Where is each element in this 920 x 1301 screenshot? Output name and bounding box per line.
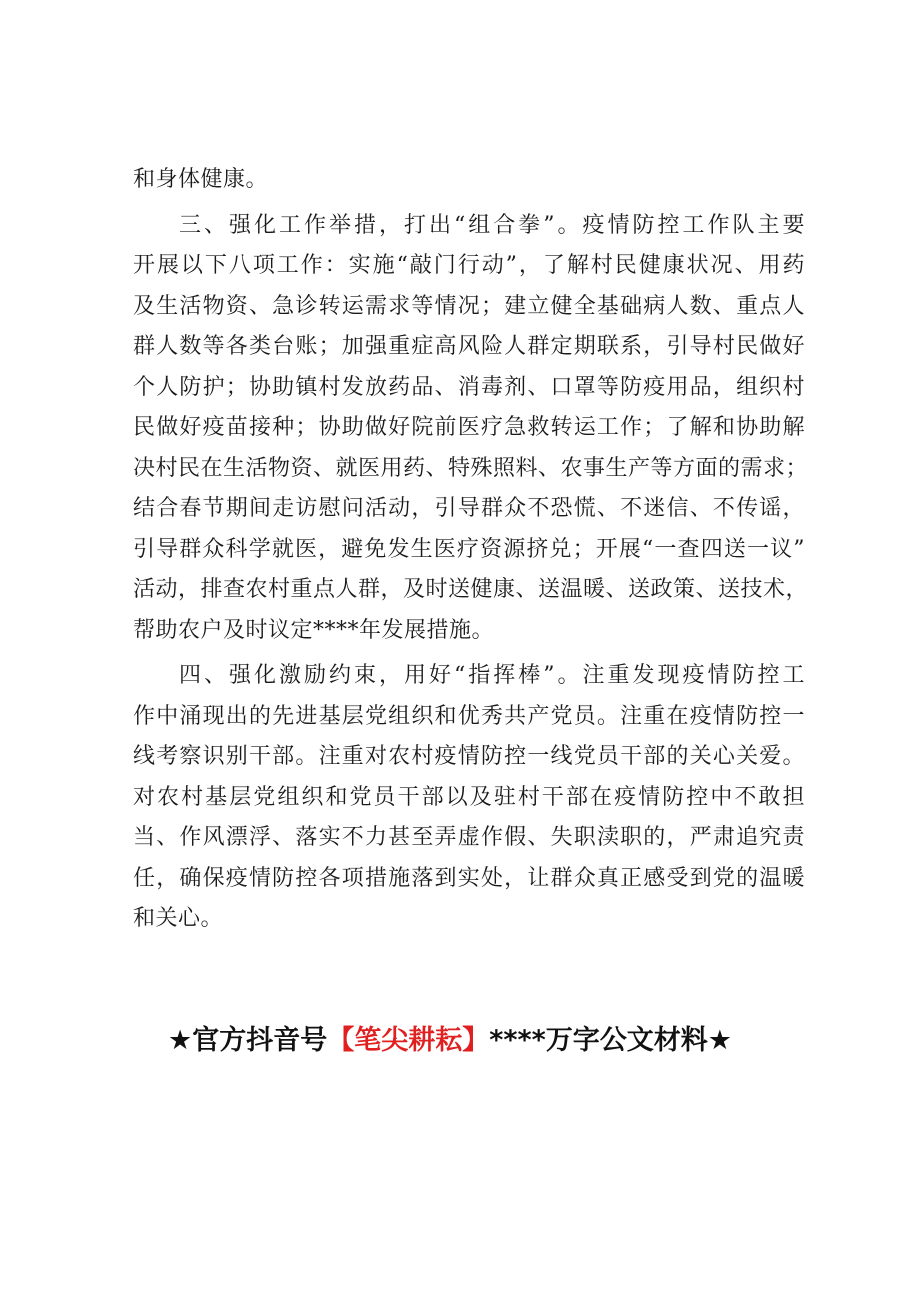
text-line: 三、强化工作举措，打出“组合拳”。疫情防控工作队主要 [179,212,805,238]
promo-highlight: 【笔尖耕耘】 [327,1025,490,1056]
promo-prefix: ★官方抖音号 [168,1025,328,1056]
text-line: 民做好疫苗接种；协助做好院前医疗急救转运工作；了解和协助解 [133,415,805,440]
text-line: 个人防护；协助镇村发放药品、消毒剂、口罩等防疫用品，组织村 [133,374,805,400]
text-line: 当、作风漂浮、落实不力甚至弄虚作假、失职渎职的，严肃追究责 [133,825,805,850]
text-line: 结合春节期间走访慰问活动，引导群众不恐慌、不迷信、不传谣， [133,496,805,521]
promo-suffix: ****万字公文材料★ [489,1025,732,1056]
document-body [133,160,809,940]
text-line: 作中涌现出的先进基层党组织和优秀共产党员。注重在疫情防控一 [133,703,805,729]
text-line: 线考察识别干部。注重对农村疫情防控一线党员干部的关心关爱。 [133,744,805,769]
text-line: 及生活物资、急诊转运需求等情况；建立健全基础病人数、重点人 [133,293,805,319]
text-line: 对农村基层党组织和党员干部以及驻村干部在疫情防控中不敢担 [133,784,805,810]
text-line: 引导群众科学就医，避免发生医疗资源挤兑；开展“一查四送一议” [133,536,805,562]
text-line: 任，确保疫情防控各项措施落到实处，让群众真正感受到党的温暖 [133,865,805,891]
text-line: 决村民在生活物资、就医用药、特殊照料、农事生产等方面的需求； [133,455,809,481]
paragraph-section-3 [133,206,809,652]
text-line: 和关心。 [133,906,224,931]
paragraph-section-4 [133,656,805,940]
text-line: 开展以下八项工作：实施“敲门行动”，了解村民健康状况、用药 [133,253,805,278]
text-line: 活动，排查农村重点人群，及时送健康、送温暖、送政策、送技术， [133,577,809,602]
promo-footer [168,1018,732,1057]
text-line: 和身体健康。 [133,167,269,192]
text-line: 群人数等各类台账；加强重症高风险人群定期联系，引导村民做好 [133,334,805,359]
paragraph-intro-tail [133,160,805,201]
text-line: 帮助农户及时议定****年发展措施。 [133,617,495,643]
text-line: 四、强化激励约束，用好“指挥棒”。注重发现疫情防控工 [179,663,805,688]
